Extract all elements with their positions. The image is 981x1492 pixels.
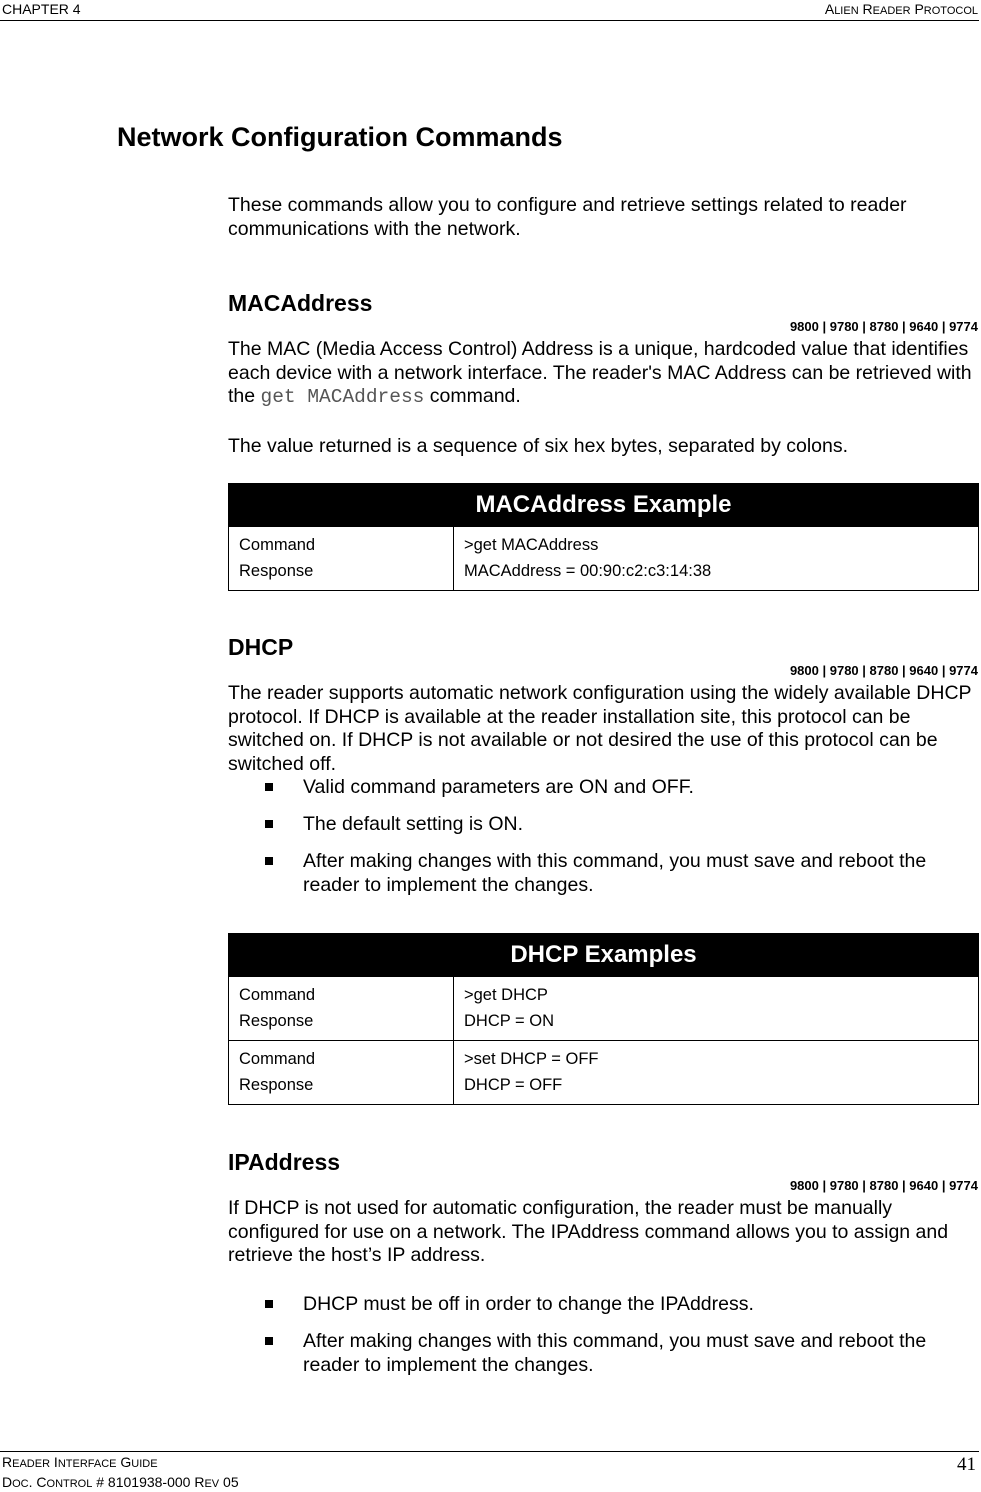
- label-cell: Command Response: [229, 527, 454, 591]
- ipaddress-description: If DHCP is not used for automatic configuration, the reader must be manually configured for use on a network. The IPAddress command allows you to assign and retrieve the host’s IP address.: [228, 1197, 949, 1266]
- code-get-macaddress: get MACAddress: [260, 386, 425, 408]
- bullet-square-icon: [265, 1300, 273, 1308]
- dhcp-example-table: [228, 933, 979, 1105]
- list-item: DHCP must be off in order to change the IPAddress.: [260, 1292, 978, 1316]
- table-title: DHCP Examples: [229, 934, 979, 977]
- bullet-square-icon: [265, 1337, 273, 1345]
- guide-title: READER INTERFACE GUIDE: [2, 1454, 158, 1470]
- dhcp-description: The reader supports automatic network configuration using the widely available DHCP protocol. If DHCP is available at the reader installation site, this protocol can be switched on. If DHCP is not available or not desired the use of this protocol can be switched off.: [228, 682, 972, 775]
- page-title: Network Configuration Commands: [117, 122, 563, 152]
- list-item: After making changes with this command, you must save and reboot the reader to implement the changes.: [260, 849, 978, 897]
- bullet-square-icon: [265, 820, 273, 828]
- macaddress-models: 9800 | 9780 | 8780 | 9640 | 9774: [789, 319, 978, 334]
- table-row: [229, 1041, 979, 1105]
- macaddress-example-table: [228, 483, 979, 591]
- ipaddress-bullet-list: [260, 1292, 978, 1390]
- intro-paragraph: These commands allow you to configure and retrieve settings related to reader communications with the network.: [228, 194, 907, 240]
- macaddress-return-note: The value returned is a sequence of six hex bytes, separated by colons.: [228, 435, 849, 457]
- running-title: ALIEN READER PROTOCOL: [824, 1, 978, 17]
- page-number: 41: [957, 1454, 976, 1475]
- list-item: The default setting is ON.: [260, 812, 978, 836]
- label-cell: Command Response: [229, 977, 454, 1041]
- table-row: [229, 977, 979, 1041]
- value-cell: >get MACAddress MACAddress = 00:90:c2:c3:14:38: [454, 527, 979, 591]
- table-row: [229, 527, 979, 591]
- bullet-square-icon: [265, 857, 273, 865]
- list-item: After making changes with this command, you must save and reboot the reader to implement the changes.: [260, 1329, 978, 1377]
- dhcp-bullet-list: [260, 775, 978, 910]
- macaddress-description: The MAC (Media Access Control) Address is a unique, hardcoded value that identifies each device with a network interface. The reader's MAC Address can be retrieved with the get MACAddress command.: [228, 338, 972, 408]
- chapter-label: CHAPTER 4: [2, 1, 81, 17]
- page-header: [0, 0, 979, 21]
- ipaddress-models: 9800 | 9780 | 8780 | 9640 | 9774: [789, 1178, 978, 1193]
- value-cell: >set DHCP = OFF DHCP = OFF: [454, 1041, 979, 1105]
- bullet-square-icon: [265, 783, 273, 791]
- label-cell: Command Response: [229, 1041, 454, 1105]
- macaddress-heading: MACAddress: [228, 290, 373, 316]
- dhcp-heading: DHCP: [228, 634, 294, 660]
- dhcp-models: 9800 | 9780 | 8780 | 9640 | 9774: [789, 663, 978, 678]
- value-cell: >get DHCP DHCP = ON: [454, 977, 979, 1041]
- page-footer: [0, 1451, 979, 1490]
- ipaddress-heading: IPAddress: [228, 1149, 341, 1175]
- list-item: Valid command parameters are ON and OFF.: [260, 775, 978, 799]
- table-title: MACAddress Example: [229, 484, 979, 527]
- document-control: DOC. CONTROL # 8101938-000 REV 05: [2, 1474, 239, 1490]
